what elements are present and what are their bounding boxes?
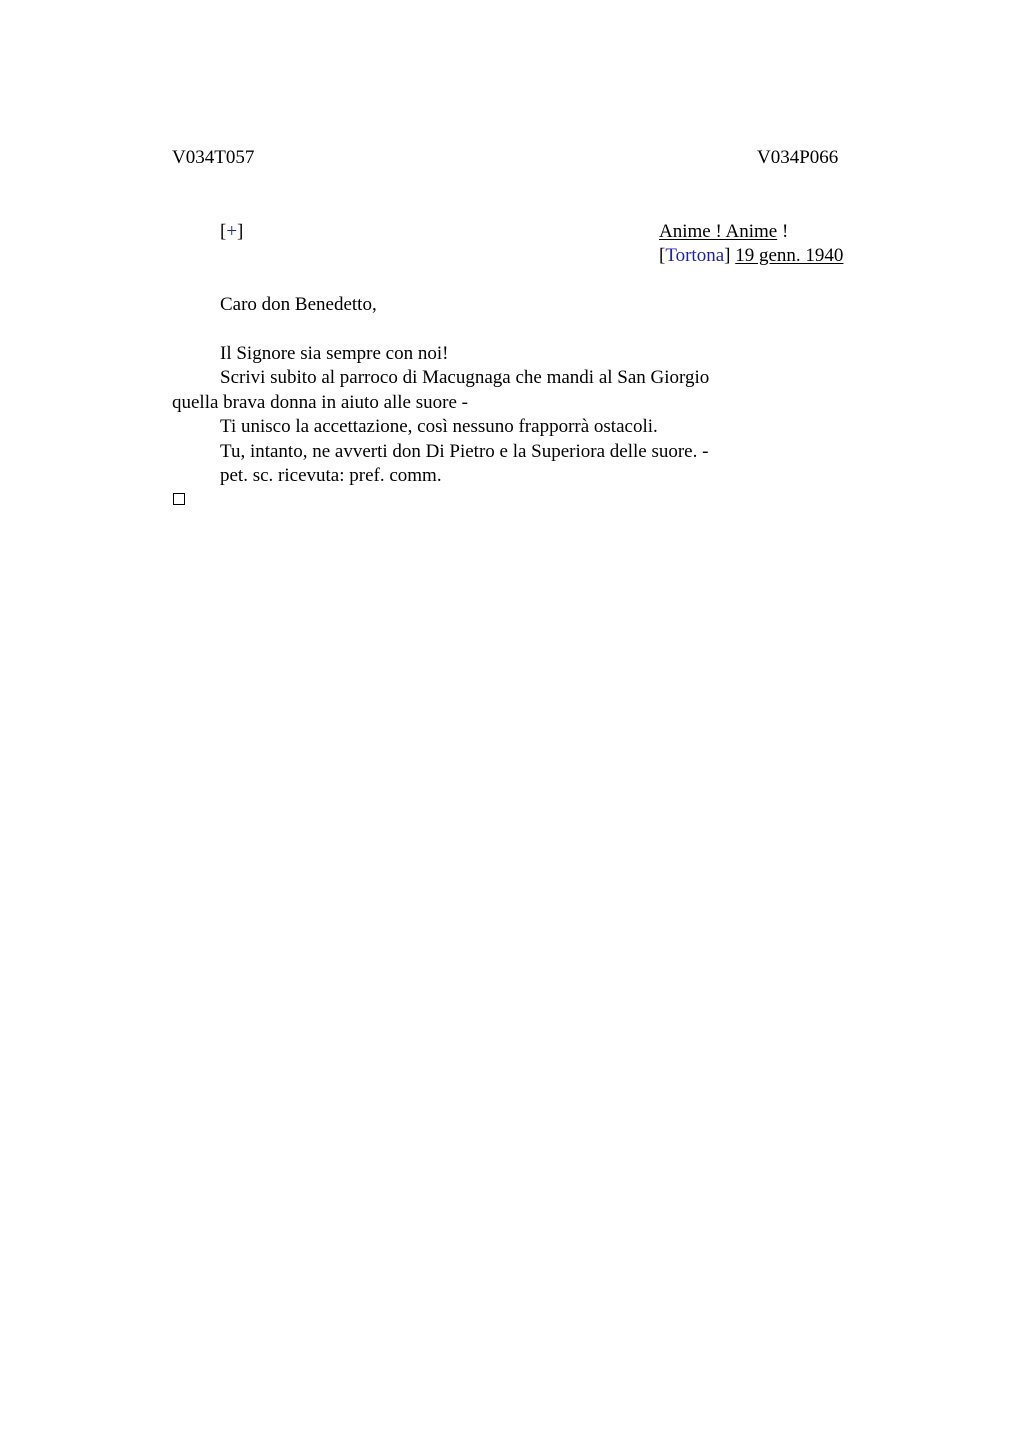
- cross-bracket-close: ]: [237, 221, 244, 242]
- cross-symbol: +: [226, 221, 238, 242]
- motto: [659, 220, 788, 244]
- cross-mark: [220, 220, 243, 244]
- place-bracket-close: ]: [724, 245, 731, 266]
- body-line: Il Signore sia sempre con noi!: [220, 343, 449, 364]
- body-line: pet. sc. ricevuta: pref. comm.: [220, 465, 442, 486]
- body-line: Scrivi subito al parroco di Macugnaga che mandi al San Giorgio: [220, 367, 710, 388]
- document-code-left: V034T057: [172, 147, 255, 168]
- motto-text: Anime ! Anime: [659, 221, 778, 242]
- document-code-right: V034P066: [757, 147, 839, 168]
- square-outline-icon: [173, 493, 185, 505]
- cross-bracket-open: [: [220, 221, 227, 242]
- place-name: Tortona: [665, 245, 725, 266]
- body-line: Ti unisco la accettazione, così nessuno frapporrà ostacoli.: [220, 416, 658, 437]
- motto-trailing: !: [777, 221, 789, 242]
- place-bracket-open: [: [659, 245, 666, 266]
- letter-date: 19 genn. 1940: [735, 245, 844, 266]
- dateline: [659, 244, 843, 268]
- body-line: Tu, intanto, ne avverti don Di Pietro e la Superiora delle suore. -: [220, 441, 709, 462]
- salutation: Caro don Benedetto,: [220, 294, 377, 315]
- body-line: quella brava donna in aiuto alle suore -: [172, 392, 468, 413]
